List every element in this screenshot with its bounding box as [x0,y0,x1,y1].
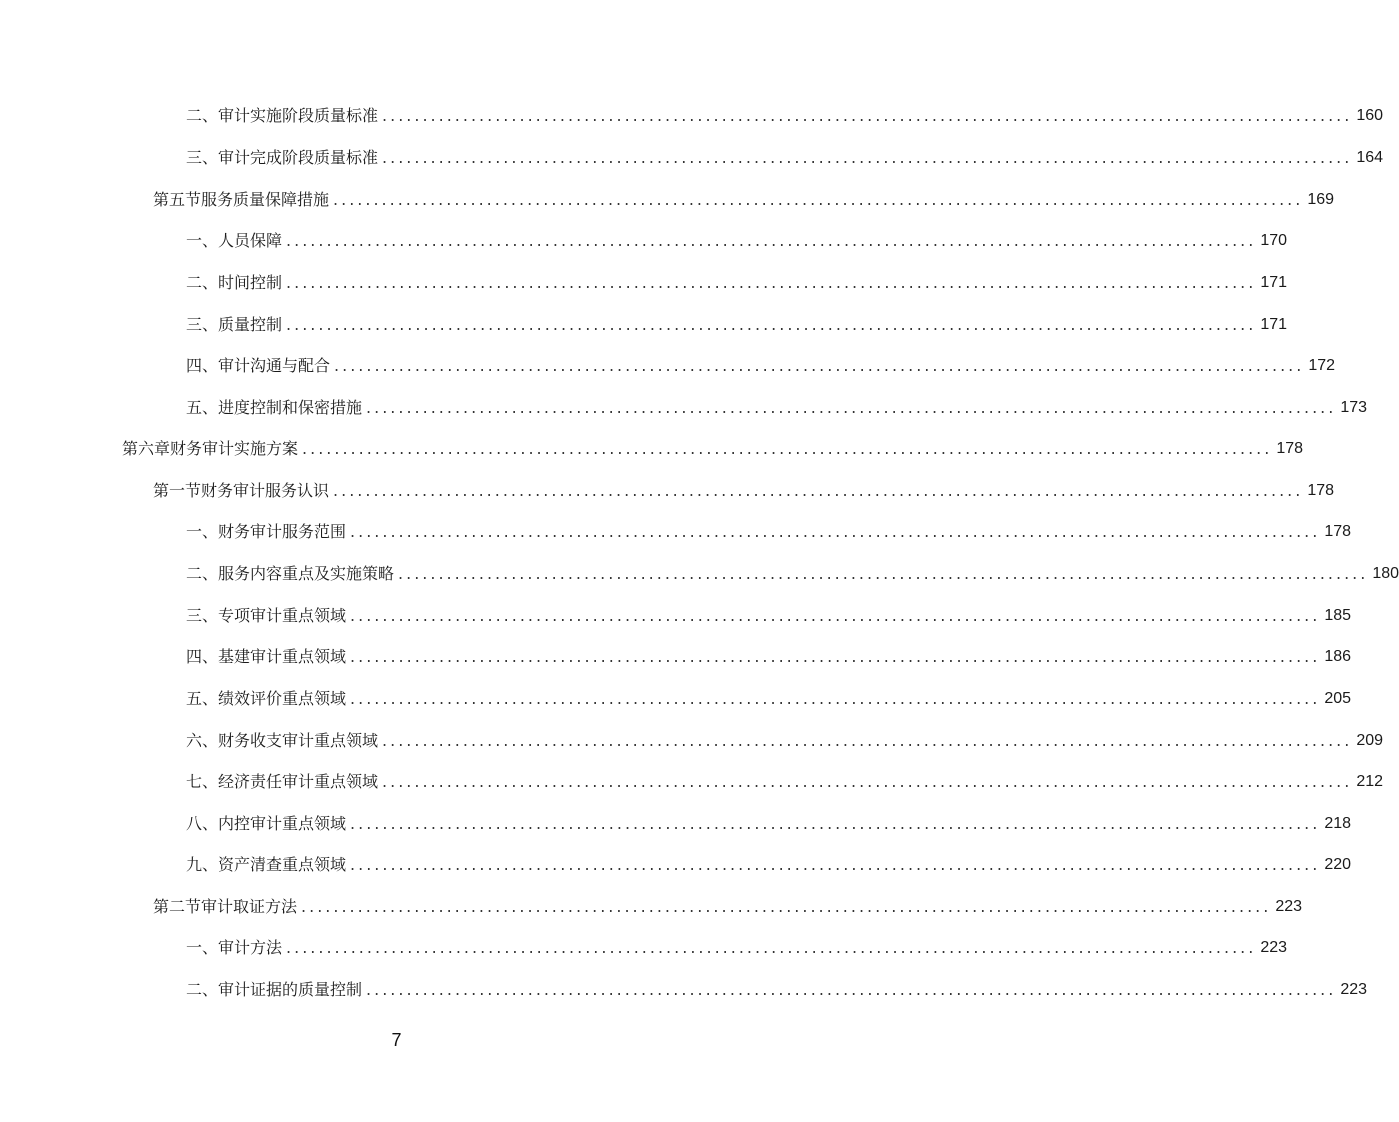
toc-entry[interactable] [186,976,1368,1004]
toc-entry-page: 212 [1356,773,1384,790]
toc-entry-label: 二、审计实施阶段质量标准 [186,106,379,125]
page-number: 7 [391,1030,402,1050]
toc-entry[interactable] [153,893,1303,921]
toc-entry-page: 223 [1275,898,1303,915]
toc-entry-page: 180 [1372,565,1399,582]
toc-entry-label: 第二节 [153,897,202,916]
toc-entry-label: 五、进度控制和保密措施 [186,398,363,417]
toc-entry-page: 170 [1260,232,1288,249]
toc-entry-label: 第五节 [153,190,202,209]
toc-entry[interactable] [186,102,1384,130]
toc-entry[interactable] [186,643,1352,671]
toc-entry-label: 五、绩效评价重点领域 [186,689,347,708]
toc-entry-label: 第六章 [122,439,171,458]
toc-entry-page: 223 [1340,981,1368,998]
toc-entry-page: 164 [1356,149,1384,166]
dot-leader: ........................................................................................................................ [398,564,1369,583]
toc-entry-title: 审计取证方法 [201,897,298,916]
toc-entry[interactable] [186,685,1352,713]
dot-leader: ........................................................................................................................ [286,315,1257,334]
toc-entry-title: 财务审计实施方案 [170,439,299,458]
dot-leader: ........................................................................................................................ [286,231,1257,250]
dot-leader: ........................................................................................................................ [350,689,1321,708]
toc-entry-page: 185 [1324,607,1352,624]
toc-entry[interactable] [186,810,1352,838]
toc-entry-label: 第一节 [153,481,202,500]
toc-entry-page: 171 [1260,274,1288,291]
toc-entry-page: 160 [1356,107,1384,124]
toc-entry-label: 二、服务内容重点及实施策略 [186,564,395,583]
dot-leader: ........................................................................................................................ [382,106,1353,125]
toc-entry[interactable] [122,435,1304,463]
dot-leader: ........................................................................................................................ [286,273,1257,292]
toc-entry-page: 171 [1260,316,1288,333]
toc-entry-label: 八、内控审计重点领域 [186,814,347,833]
toc-entry-page: 220 [1324,856,1352,873]
toc-entry[interactable] [186,768,1384,796]
toc-entry-label: 一、人员保障 [186,231,283,250]
dot-leader: ........................................................................................................................ [302,439,1273,458]
toc-entry[interactable] [186,394,1368,422]
dot-leader: ........................................................................................................................ [366,980,1337,999]
dot-leader: ........................................................................................................................ [382,731,1353,750]
toc-entry-label: 三、质量控制 [186,315,283,334]
toc-entry-page: 172 [1308,357,1336,374]
dot-leader: ........................................................................................................................ [350,606,1321,625]
toc-entry-label: 七、经济责任审计重点领域 [186,772,379,791]
toc-entry[interactable] [153,477,1335,505]
dot-leader: ........................................................................................................................ [350,647,1321,666]
toc-entry[interactable] [186,602,1352,630]
dot-leader: ........................................................................................................................ [350,855,1321,874]
toc-entry-label: 三、审计完成阶段质量标准 [186,148,379,167]
toc-entry[interactable] [186,560,1399,588]
toc-entry[interactable] [186,851,1352,879]
toc-entry-label: 三、专项审计重点领域 [186,606,347,625]
toc-entry-label: 二、时间控制 [186,273,283,292]
toc-entry[interactable] [186,269,1288,297]
dot-leader: ........................................................................................................................ [286,938,1257,957]
toc-entry[interactable] [186,227,1288,255]
toc-entry-label: 二、审计证据的质量控制 [186,980,363,999]
dot-leader: ........................................................................................................................ [366,398,1337,417]
toc-entry-page: 218 [1324,815,1352,832]
dot-leader: ........................................................................................................................ [334,356,1305,375]
toc-entry-label: 四、审计沟通与配合 [186,356,331,375]
toc-entry-page: 178 [1307,482,1335,499]
toc-entry[interactable] [186,352,1336,380]
dot-leader: ........................................................................................................................ [382,148,1353,167]
toc-entry[interactable] [186,144,1384,172]
toc-entry[interactable] [186,311,1288,339]
toc-entry[interactable] [153,186,1335,214]
toc-entry-page: 178 [1324,523,1352,540]
toc-entry-page: 186 [1324,648,1352,665]
toc-entry[interactable] [186,934,1288,962]
toc-entry-label: 四、基建审计重点领域 [186,647,347,666]
dot-leader: ........................................................................................................................ [333,481,1304,500]
dot-leader: ........................................................................................................................ [350,522,1321,541]
toc-entry-page: 178 [1276,440,1304,457]
toc-entry-label: 一、财务审计服务范围 [186,522,347,541]
toc-entry-page: 205 [1324,690,1352,707]
toc-entry-page: 173 [1340,399,1368,416]
toc-entry-label: 六、财务收支审计重点领域 [186,731,379,750]
toc-entry[interactable] [186,518,1352,546]
dot-leader: ........................................................................................................................ [333,190,1304,209]
dot-leader: ........................................................................................................................ [382,772,1353,791]
toc-entry-label: 一、审计方法 [186,938,283,957]
dot-leader: ........................................................................................................................ [301,897,1272,916]
toc-entry-label: 九、资产清查重点领域 [186,855,347,874]
toc-entry-page: 169 [1307,191,1335,208]
toc-entry-page: 209 [1356,732,1384,749]
toc-entry-page: 223 [1260,939,1288,956]
toc-entry-title: 服务质量保障措施 [201,190,330,209]
dot-leader: ........................................................................................................................ [350,814,1321,833]
toc-entry-title: 财务审计服务认识 [201,481,330,500]
toc-entry[interactable] [186,727,1384,755]
